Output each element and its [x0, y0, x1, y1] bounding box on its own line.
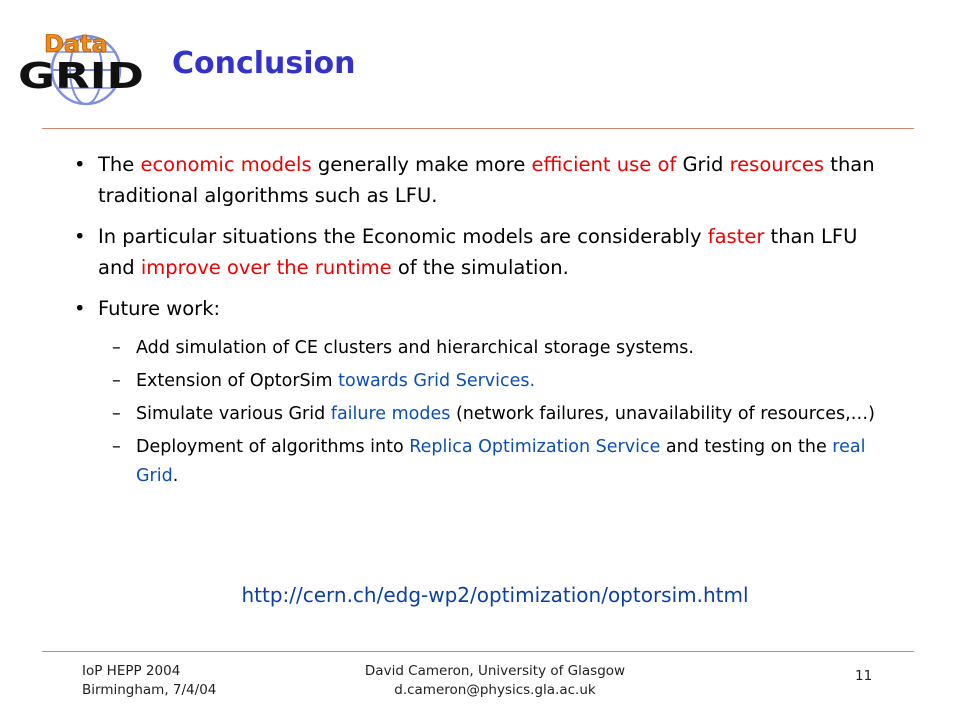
footer-author-email: d.cameron@physics.gla.ac.uk	[394, 682, 596, 698]
text-segment: .	[172, 466, 179, 486]
sub-bullet-item	[70, 433, 900, 491]
text-segment: generally make more	[311, 153, 532, 176]
text-segment: of the simulation.	[391, 256, 569, 279]
text-segment: failure modes	[330, 404, 451, 424]
text-segment: Simulate various Grid	[136, 404, 331, 424]
bullet-item	[70, 149, 900, 211]
bullet-item	[70, 221, 900, 283]
page-number: 11	[855, 668, 873, 684]
text-segment: towards Grid Services.	[338, 371, 536, 391]
footer-author	[0, 662, 960, 700]
text-segment: faster	[707, 225, 765, 248]
text-segment: Add simulation of CE clusters and hierarchical storage systems.	[136, 338, 694, 358]
datagrid-logo	[14, 28, 152, 108]
text-segment: than traditional algorithms such as LFU.	[98, 153, 875, 207]
sub-bullet-item	[70, 367, 900, 396]
footer-event-name: IoP HEPP 2004	[82, 663, 181, 679]
bullet-marker: •	[74, 153, 86, 176]
text-segment: (network failures, unavailability of resources,…)	[450, 404, 875, 424]
text-segment: and testing on the	[660, 437, 833, 457]
globe-icon	[14, 28, 152, 108]
text-segment: Future work:	[98, 297, 221, 320]
text-segment: Grid	[676, 153, 730, 176]
footer-event-date: Birmingham, 7/4/04	[82, 682, 217, 698]
text-segment: than LFU and	[98, 225, 858, 279]
logo-data-text: Data	[44, 30, 108, 58]
footer-divider	[42, 651, 914, 652]
text-segment: The	[98, 153, 141, 176]
text-segment: real Grid	[136, 437, 866, 486]
bullet-marker: •	[74, 297, 86, 320]
optorsim-url-link[interactable]: http://cern.ch/edg-wp2/optimization/optorsim.html	[241, 583, 749, 607]
bullet-item	[70, 293, 900, 324]
logo-grid-text: GRID	[18, 56, 144, 97]
text-segment: In particular situations the Economic models are considerably	[98, 225, 708, 248]
text-segment: improve over the runtime	[140, 256, 392, 279]
sub-bullet-item	[70, 334, 900, 363]
sub-bullet-marker: –	[112, 371, 121, 391]
text-segment: Replica Optimization Service	[409, 437, 661, 457]
slide-title: Conclusion	[172, 46, 356, 81]
sub-bullet-marker: –	[112, 437, 121, 457]
text-segment: Extension of OptorSim	[136, 371, 339, 391]
sub-bullet-item	[70, 400, 900, 429]
bullet-marker: •	[74, 225, 86, 248]
header-divider	[42, 128, 914, 129]
sub-bullet-marker: –	[112, 338, 121, 358]
slide-content	[70, 149, 900, 495]
text-segment: resources	[729, 153, 825, 176]
sub-bullet-marker: –	[112, 404, 121, 424]
text-segment: efficient use of	[531, 153, 677, 176]
text-segment: economic models	[140, 153, 312, 176]
text-segment: Deployment of algorithms into	[136, 437, 410, 457]
footer-author-name: David Cameron, University of Glasgow	[364, 663, 626, 679]
